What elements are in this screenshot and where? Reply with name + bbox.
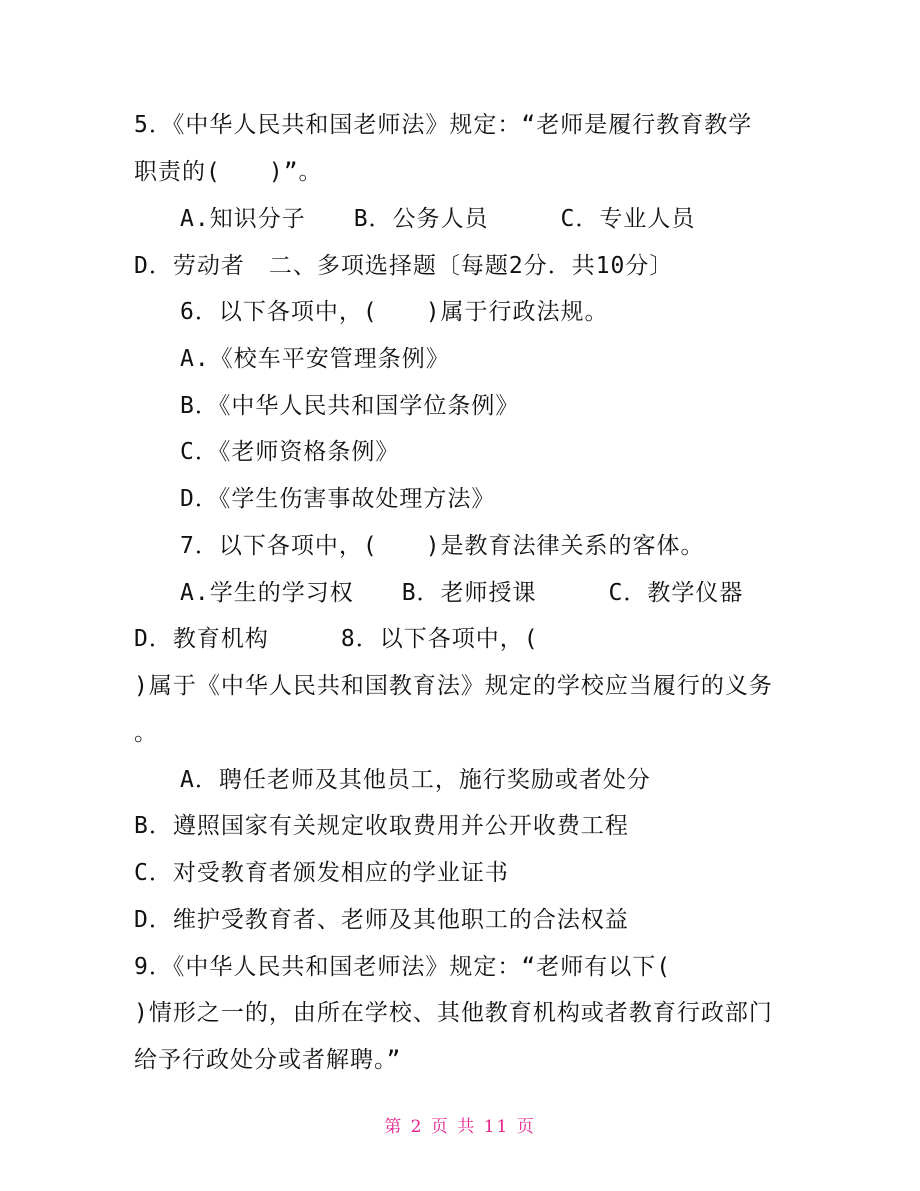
question-6-option-b: B．《中华人民共和国学位条例》 [180, 393, 520, 419]
question-9-line-1: 9．《中华人民共和国老师法》规定：“老师有以下( [134, 954, 672, 980]
page-number-footer: 第 2 页 共 11 页 [384, 1117, 536, 1137]
question-7-stem: 7．以下各项中，( )是教育法律关系的客体。 [180, 533, 705, 559]
question-9-line-2: )情形之一的，由所在学校、其他教育机构或者教育行政部门 [134, 1000, 773, 1026]
question-5-options: A.知识分子 B．公务人员 C．专业人员 [180, 206, 696, 232]
question-6-option-c: C．《老师资格条例》 [180, 439, 400, 465]
question-8-stem: )属于《中华人民共和国教育法》规定的学校应当履行的义务 [134, 673, 773, 699]
question-6-option-d: D．《学生伤害事故处理方法》 [180, 486, 496, 512]
question-6-stem: 6．以下各项中，( )属于行政法规。 [180, 299, 609, 325]
question-6-option-a: A.《校车平安管理条例》 [180, 346, 450, 372]
question-8-stem-end: 。 [134, 720, 158, 746]
question-7-option-d-and-question-8-start: D．教育机构 8．以下各项中，( [134, 626, 539, 652]
question-9-line-3: 给予行政处分或者解聘。” [134, 1047, 402, 1073]
question-5-line-2: 职责的( )”。 [134, 159, 323, 185]
question-8-option-c: C．对受教育者颁发相应的学业证书 [134, 860, 509, 886]
question-5-line-1: 5．《中华人民共和国老师法》规定：“老师是履行教育教学 [134, 112, 753, 138]
question-8-option-b: B．遵照国家有关规定收取费用并公开收费工程 [134, 813, 629, 839]
question-8-option-a: A．聘任老师及其他员工，施行奖励或者处分 [180, 767, 651, 793]
question-8-option-d: D．维护受教育者、老师及其他职工的合法权益 [134, 907, 629, 933]
question-7-options: A.学生的学习权 B．老师授课 C．教学仪器 [180, 580, 744, 606]
question-5-option-d-and-section-heading: D．劳动者 二、多项选择题〔每题2分．共10分〕 [134, 253, 674, 279]
